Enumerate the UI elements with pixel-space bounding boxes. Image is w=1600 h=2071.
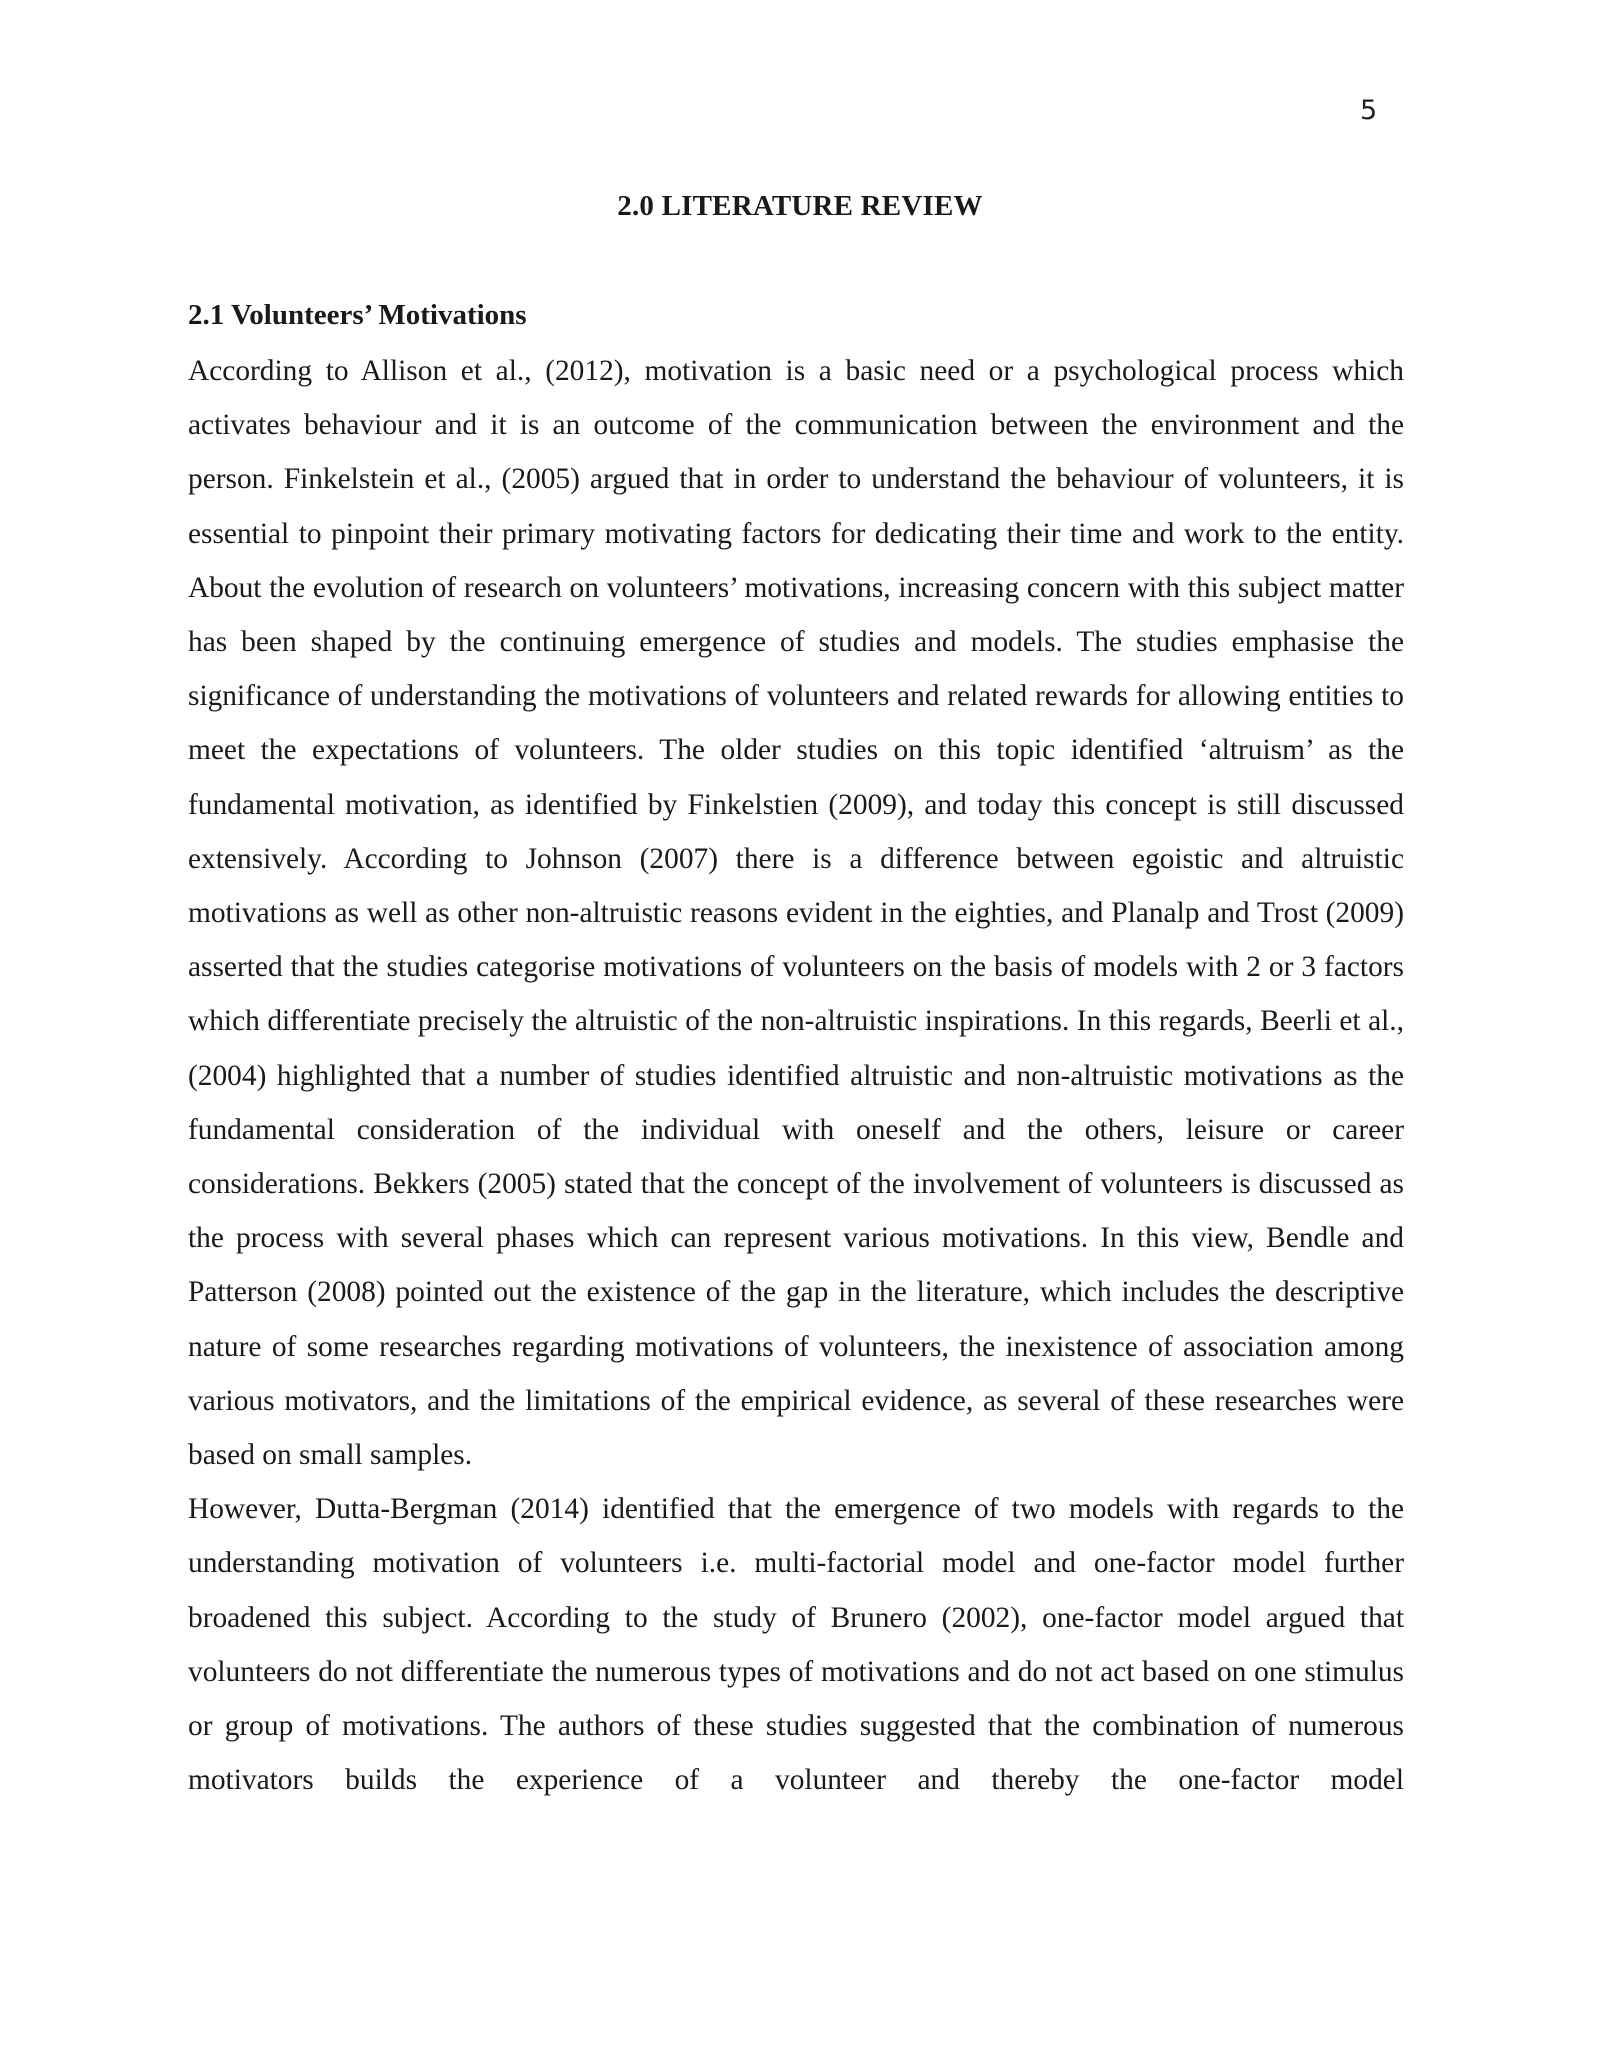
body-text [188, 344, 1404, 1807]
paragraph-2: However, Dutta-Bergman (2014) identified that the emergence of two models with regards to the understanding motivation of volunteers i.e. multi-factorial model and one-factor model further broadened this subject. According to the study of Brunero (2002), one-factor model argued that volunteers do not differentiate the numerous types of motivations and do not act based on one stimulus or group of motivations. The authors of these studies suggested that the combination of numerous motivators builds the experience of a volunteer and thereby the one-factor model [188, 1493, 1404, 1797]
section-heading: 2.1 Volunteers’ Motivations [188, 299, 527, 331]
page-number: 5 [1360, 95, 1378, 126]
chapter-title: 2.0 LITERATURE REVIEW [617, 190, 983, 222]
paragraph-1: According to Allison et al., (2012), motivation is a basic need or a psychological process which activates behaviour and it is an outcome of the communication between the environment and the person. Finkelstein et al., (2005) argued that in order to understand the behaviour of volunteers, it is essential to pinpoint their primary motivating factors for dedicating their time and work to the entity. About the evolution of research on volunteers’ motivations, increasing concern with this subject matter has been shaped by the continuing emergence of studies and models. The studies emphasise the significance of understanding the motivations of volunteers and related rewards for allowing entities to meet the expectations of volunteers. The older studies on this topic identified ‘altruism’ as the fundamental motivation, as identified by Finkelstien (2009), and today this concept is still discussed extensively. According to Johnson (2007) there is a difference between egoistic and altruistic motivations as well as other non-altruistic reasons evident in the eighties, and Planalp and Trost (2009) asserted that the studies categorise motivations of volunteers on the basis of models with 2 or 3 factors which differentiate precisely the altruistic of the non-altruistic inspirations. In this regards, Beerli et al., (2004) highlighted that a number of studies identified altruistic and non-altruistic motivations as the fundamental consideration of the individual with oneself and the others, leisure or career considerations. Bekkers (2005) stated that the concept of the involvement of volunteers is discussed as the process with several phases which can represent various motivations. In this view, Bendle and Patterson (2008) pointed out the existence of the gap in the literature, which includes the descriptive nature of some researches regarding motivations of volunteers, the inexistence of association among various motivators, and the limitations of the empirical evidence, as several of these researches were based on small samples. [188, 355, 1404, 1472]
